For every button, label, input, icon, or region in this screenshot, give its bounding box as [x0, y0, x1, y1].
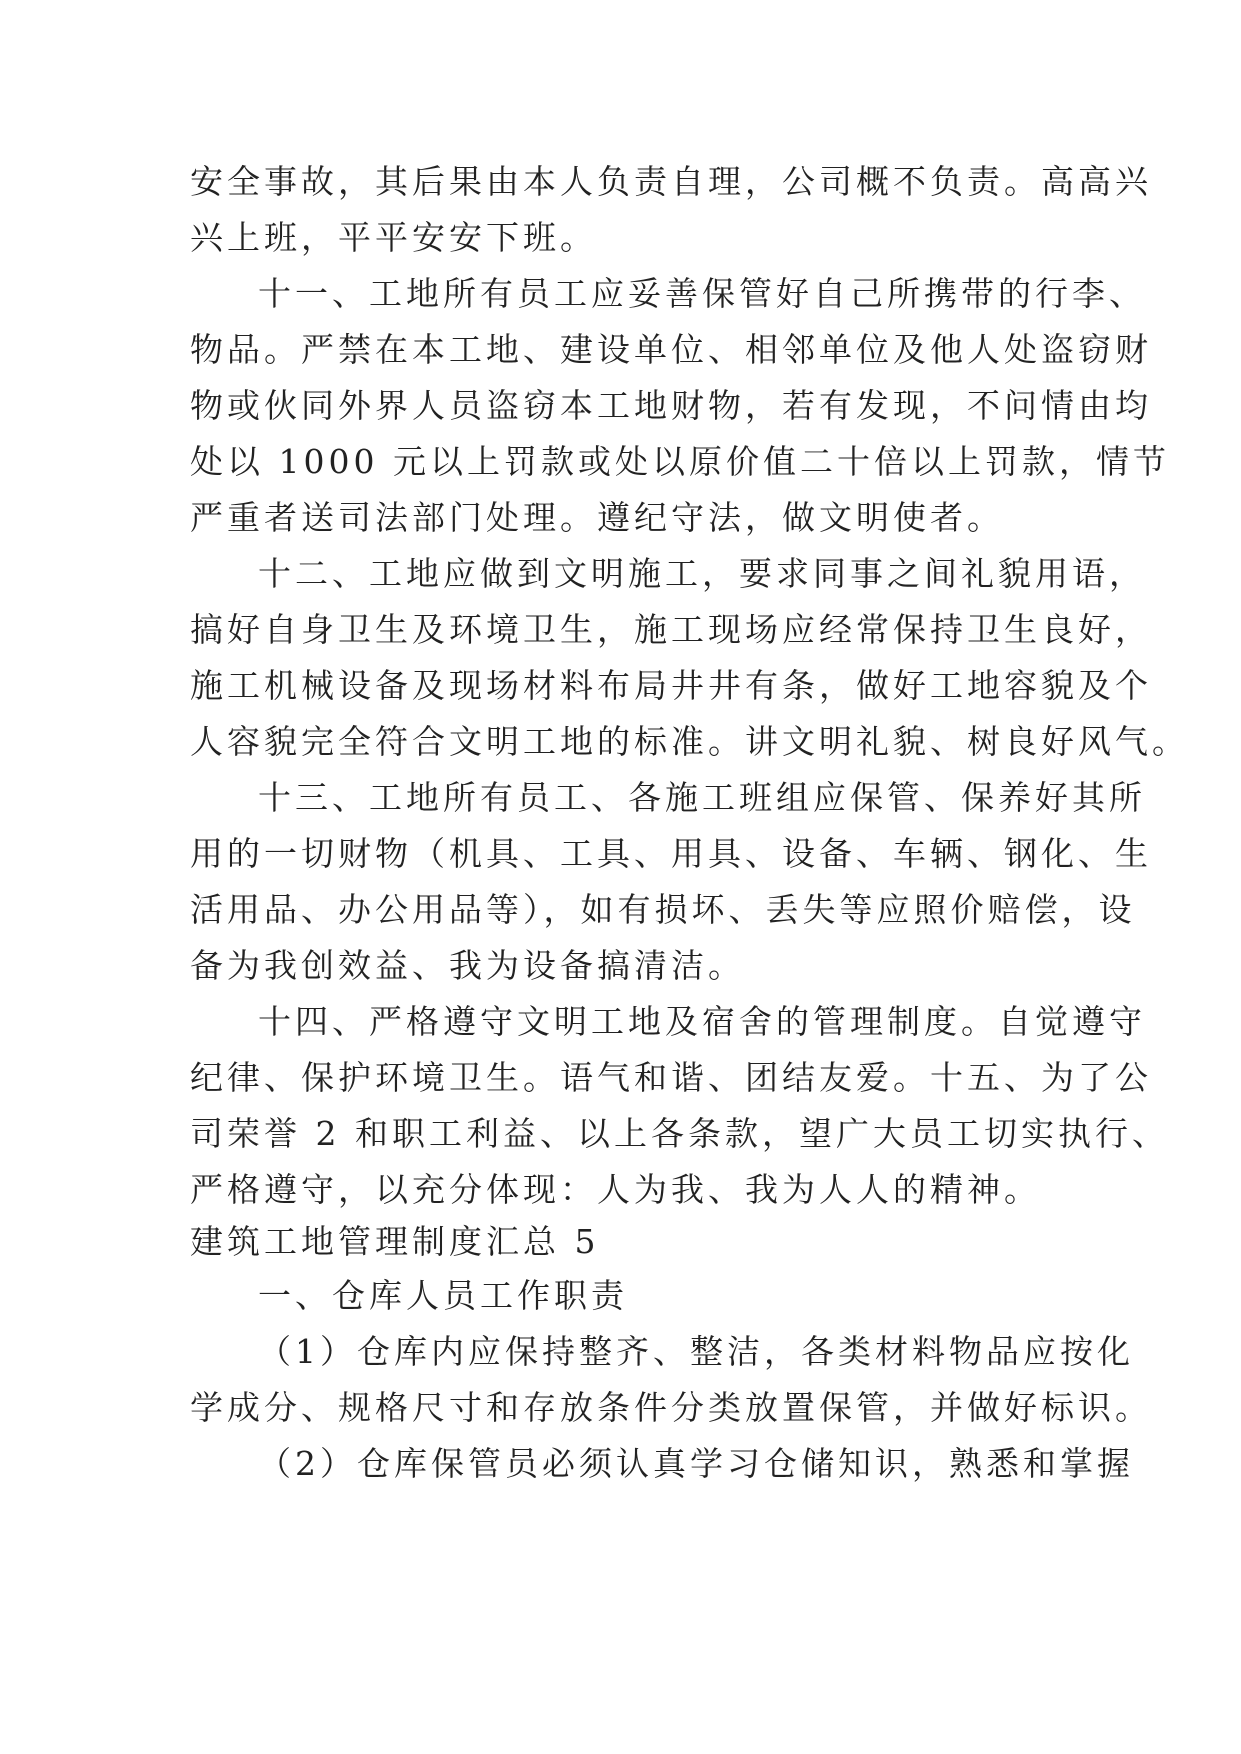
body-line: 严格遵守，以充分体现：人为我、我为人人的精神。 [190, 1170, 1041, 1209]
body-line: 备为我创效益、我为设备搞清洁。 [190, 946, 745, 985]
paragraph-first-line: 十三、工地所有员工、各施工班组应保管、保养好其所 [258, 778, 1146, 817]
paragraph-first-line: 十一、工地所有员工应妥善保管好自己所携带的行李、 [258, 274, 1146, 313]
body-line: 安全事故，其后果由本人负责自理，公司概不负责。高高兴 [190, 162, 1152, 201]
body-line: 搞好自身卫生及环境卫生，施工现场应经常保持卫生良好， [190, 610, 1152, 649]
body-line: 严重者送司法部门处理。遵纪守法，做文明使者。 [190, 498, 1004, 537]
paragraph-first-line: 十二、工地应做到文明施工，要求同事之间礼貌用语， [258, 554, 1146, 593]
body-line: 活用品、办公用品等），如有损坏、丢失等应照价赔偿，设 [190, 890, 1136, 929]
body-line: 物或伙同外界人员盗窃本工地财物，若有发现，不问情由均 [190, 386, 1152, 425]
body-line: 纪律、保护环境卫生。语气和谐、团结友爱。十五、为了公 [190, 1058, 1152, 1097]
body-line: 司荣誉 2 和职工利益、以上各条款，望广大员工切实执行、 [190, 1114, 1169, 1153]
body-line: 人容貌完全符合文明工地的标准。讲文明礼貌、树良好风气。 [190, 722, 1189, 761]
list-item-first-line: （1）仓库内应保持整齐、整洁，各类材料物品应按化 [258, 1332, 1134, 1371]
body-line: 学成分、规格尺寸和存放条件分类放置保管，并做好标识。 [190, 1388, 1152, 1427]
subsection-heading: 一、仓库人员工作职责 [258, 1276, 628, 1315]
paragraph-first-line: 十四、严格遵守文明工地及宿舍的管理制度。自觉遵守 [258, 1002, 1146, 1041]
list-item-first-line: （2）仓库保管员必须认真学习仓储知识，熟悉和掌握 [258, 1444, 1134, 1483]
body-line: 兴上班，平平安安下班。 [190, 218, 597, 257]
body-line: 用的一切财物（机具、工具、用具、设备、车辆、钢化、生 [190, 834, 1152, 873]
body-line: 物品。严禁在本工地、建设单位、相邻单位及他人处盗窃财 [190, 330, 1152, 369]
section-heading: 建筑工地管理制度汇总 5 [190, 1222, 600, 1261]
body-line: 施工机械设备及现场材料布局井井有条，做好工地容貌及个 [190, 666, 1152, 705]
body-line: 处以 1000 元以上罚款或处以原价值二十倍以上罚款，情节 [190, 442, 1170, 481]
